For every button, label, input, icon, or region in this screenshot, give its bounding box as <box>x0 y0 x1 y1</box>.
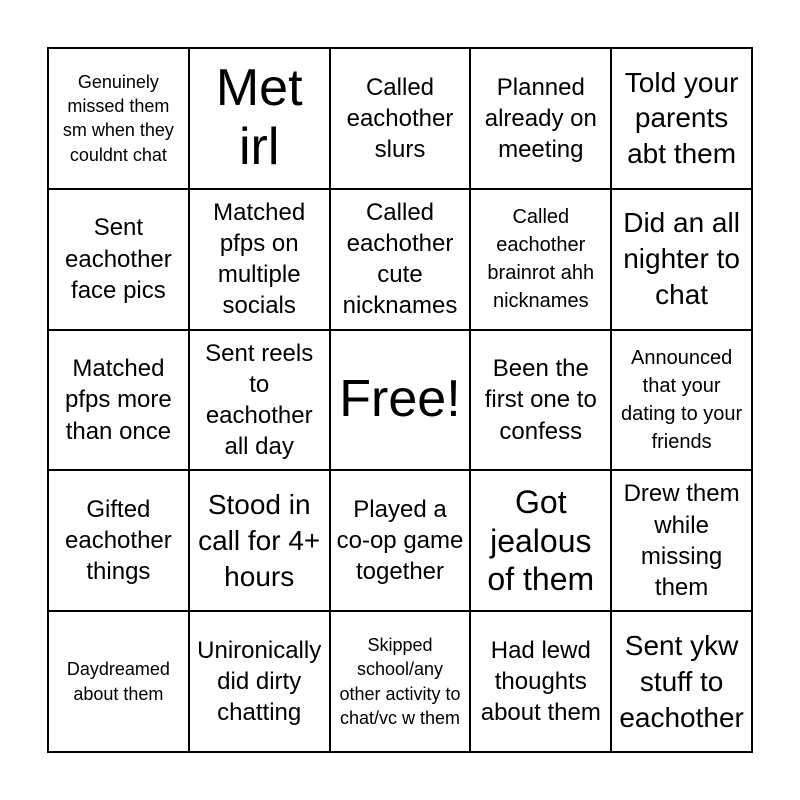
bingo-cell-text: Had lewd thoughts about them <box>480 636 601 727</box>
bingo-cell-text: Called eachother slurs <box>346 73 454 163</box>
bingo-cell-r4-c2[interactable] <box>189 470 330 611</box>
bingo-cell-text: Free! <box>339 370 461 429</box>
bingo-cell-r2-c4[interactable] <box>470 189 611 330</box>
bingo-cell-r5-c5[interactable] <box>611 611 752 752</box>
bingo-cell-r2-c5[interactable] <box>611 189 752 330</box>
bingo-cell-text: Gifted eachother things <box>65 496 172 586</box>
bingo-cell-text: Got jealous of them <box>487 484 595 597</box>
bingo-cell-r1-c1[interactable] <box>48 48 189 189</box>
bingo-cell-text: Daydreamed about them <box>66 659 170 704</box>
bingo-cell-r1-c2[interactable] <box>189 48 330 189</box>
bingo-board <box>47 47 753 753</box>
bingo-cell-r4-c4[interactable] <box>470 470 611 611</box>
bingo-cell-text: Told your parents abt them <box>624 66 739 170</box>
bingo-cell-r3-c1[interactable] <box>48 330 189 471</box>
bingo-cell-r1-c3[interactable] <box>330 48 471 189</box>
bingo-cell-text: Called eachother cute nicknames <box>342 198 458 320</box>
bingo-cell-text: Planned already on meeting <box>484 73 597 163</box>
bingo-cell-r5-c4[interactable] <box>470 611 611 752</box>
bingo-cell-r2-c3[interactable] <box>330 189 471 330</box>
bingo-cell-r4-c1[interactable] <box>48 470 189 611</box>
bingo-cell-text: Sent eachother face pics <box>65 214 172 304</box>
bingo-cell-text: Drew them while missing them <box>623 480 740 601</box>
bingo-cell-text: Sent ykw stuff to eachother <box>619 629 744 733</box>
bingo-cell-r3-c3[interactable] <box>330 330 471 471</box>
bingo-cell-r4-c3[interactable] <box>330 470 471 611</box>
bingo-cell-text: Called eachother brainrot ahh nicknames <box>487 206 595 313</box>
bingo-cell-text: Genuinely missed them sm when they couldnt chat <box>62 71 174 165</box>
bingo-cell-text: Did an all nighter to chat <box>623 207 740 311</box>
bingo-cell-text: Unironically did dirty chatting <box>197 636 322 727</box>
bingo-cell-text: Matched pfps more than once <box>65 355 172 445</box>
bingo-cell-text: Announced that your dating to your friends <box>620 346 743 453</box>
bingo-cell-text: Stood in call for 4+ hours <box>198 489 321 592</box>
bingo-cell-r2-c1[interactable] <box>48 189 189 330</box>
bingo-cell-r1-c5[interactable] <box>611 48 752 189</box>
bingo-cell-r5-c2[interactable] <box>189 611 330 752</box>
bingo-cell-text: Played a co-op game together <box>336 496 464 586</box>
bingo-cell-r5-c1[interactable] <box>48 611 189 752</box>
bingo-cell-r3-c4[interactable] <box>470 330 611 471</box>
bingo-cell-text: Skipped school/any other activity to chat/vc w them <box>339 635 461 728</box>
bingo-cell-r1-c4[interactable] <box>470 48 611 189</box>
bingo-cell-r3-c5[interactable] <box>611 330 752 471</box>
bingo-cell-text: Been the first one to confess <box>484 355 597 445</box>
bingo-cell-r2-c2[interactable] <box>189 189 330 330</box>
bingo-cell-r5-c3[interactable] <box>330 611 471 752</box>
bingo-cell-text: Matched pfps on multiple socials <box>213 198 306 320</box>
bingo-cell-r3-c2[interactable] <box>189 330 330 471</box>
bingo-cell-text: Sent reels to eachother all day <box>205 339 314 461</box>
bingo-cell-r4-c5[interactable] <box>611 470 752 611</box>
bingo-cell-text: Met irl <box>215 58 303 177</box>
